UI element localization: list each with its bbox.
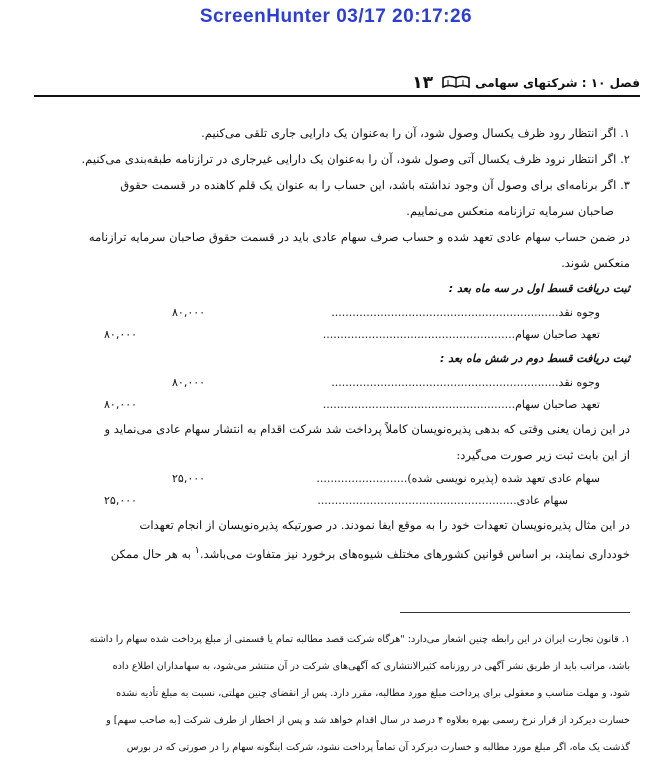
footnote-line-1: ۱. قانون تجارت ایران در این رابطه چنین اشعار می‌دارد: "هرگاه شرکت قصد مطالبه تمام یا قسمتی از مبلغ پرداخت شده سهام را داشته: [89, 634, 630, 645]
middle-line-2: از این بابت ثبت زیر صورت می‌گیرد:: [456, 448, 630, 462]
entry1-heading: ثبت دریافت قسط اول در سه ماه بعد :: [448, 282, 630, 295]
footnote-line-2: باشد، مراتب باید از طریق نشر آگهی در روزنامه کثیرالانتشاری که آگهی‌های شرکت در آن منتشر می‌شود، به سهامداران اطلاع داده: [112, 661, 630, 672]
list-item-1: ۱. اگر انتظار رود ظرف یکسال وصول شود، آن را به‌عنوان یک دارایی جاری تلقی می‌کنیم.: [201, 126, 630, 140]
page-body: [46, 120, 630, 567]
list-item-2: ۲. اگر انتظار نرود ظرف یکسال آتی وصول شود، آن را به‌عنوان یک دارایی غیرجاری در ترازنامه طبقه‌بندی می‌کنیم.: [81, 152, 630, 166]
entry3-credit-row: [46, 490, 630, 512]
note-line-1: در ضمن حساب سهام عادی تعهد شده و حساب صرف سهام عادی باید در قسمت حقوق صاحبان سرمایه ترازنامه: [88, 230, 630, 244]
page-number: ۱۳: [412, 73, 434, 93]
entry1-credit-label: تعهد صاحبان سهام.......................................................: [322, 328, 600, 341]
entry2-credit-label: تعهد صاحبان سهام.......................................................: [322, 398, 600, 411]
entry2-debit-row: [46, 372, 630, 394]
footnote-ref: ۱: [194, 545, 200, 556]
entry3-credit-label: سهام عادی.........................................................: [317, 494, 568, 507]
closing-line-2: [46, 538, 630, 567]
entry1-debit-amount: ۸۰,۰۰۰: [172, 306, 206, 319]
entry3-debit-row: [46, 468, 630, 490]
note-line-2: منعکس شوند.: [561, 256, 630, 270]
footnote-block: [46, 626, 630, 761]
entry1-debit-row: [46, 302, 630, 324]
entry1-debit-label: وجوه نقد.................................................................: [331, 306, 600, 319]
entry2-debit-label: وجوه نقد.................................................................: [331, 376, 600, 389]
entry1-credit-amount: ۸۰,۰۰۰: [104, 328, 138, 341]
entry3-debit-amount: ۲۵,۰۰۰: [172, 472, 206, 485]
footnote-line-5: گذشت یک ماه، اگر مبلغ مورد مطالبه و خسارت دیرکرد آن تماماً پرداخت نشود، شرکت اینگونه سهام را در صورتی که در بورس: [126, 742, 630, 753]
closing-line-2-text: خودداری نمایند، بر اساس قوانین کشورهای مختلف شیوه‌های برخورد نیز متفاوت می‌باشد.: [199, 546, 630, 561]
entry2-credit-amount: ۸۰,۰۰۰: [104, 398, 138, 411]
middle-line-1: در این زمان یعنی وقتی که بدهی پذیره‌نویسان کاملاً پرداخت شد شرکت اقدام به انتشار سهام عادی می‌نماید و: [104, 422, 630, 436]
entry2-debit-amount: ۸۰,۰۰۰: [172, 376, 206, 389]
entry2-credit-row: [46, 394, 630, 416]
entry3-credit-amount: ۲۵,۰۰۰: [104, 494, 138, 507]
footnote-rule: [400, 612, 630, 613]
entry2-heading: ثبت دریافت قسط دوم در شش ماه بعد :: [439, 352, 630, 365]
footnote-line-3: شود، و مهلت مناسب و معقولی برای پرداخت مبلغ مورد مطالبه، مقرر دارد. پس از انقضای چنین مهلتی، نسبت به مبلغ تأدیه نشده: [116, 688, 630, 699]
closing-line-1: در این مثال پذیره‌نویسان تعهدات خود را به موقع ایفا نمودند. در صورتیکه پذیره‌نویسان از انجام تعهدات: [139, 518, 630, 532]
closing-line-2-tail: به هر حال ممکن: [110, 546, 195, 561]
entry3-debit-label: سهام عادی تعهد شده (پذیره نویسی شده)..........................: [316, 472, 600, 485]
screenhunter-watermark: ScreenHunter 03/17 20:17:26: [199, 6, 473, 27]
book-icon: [441, 75, 471, 92]
page-header: [34, 72, 640, 94]
list-item-3-line1: ۳. اگر برنامه‌ای برای وصول آن وجود نداشته باشد، این حساب را به عنوان یک قلم کاهنده در قسمت حقوق: [120, 178, 630, 192]
footnote-line-4: خسارت دیرکرد از قرار نرخ رسمی بهره بعلاوه ۴ درصد در سال اقدام خواهد شد و پس از اخطار از طرف شرکت [به صاحب سهم] و: [106, 715, 630, 726]
list-item-3-line2: صاحبان سرمایه ترازنامه منعکس می‌نماییم.: [406, 204, 614, 218]
chapter-title: فصل ۱۰ : شرکتهای سهامی: [475, 76, 640, 90]
entry1-credit-row: [46, 324, 630, 346]
header-rule: [34, 95, 640, 97]
